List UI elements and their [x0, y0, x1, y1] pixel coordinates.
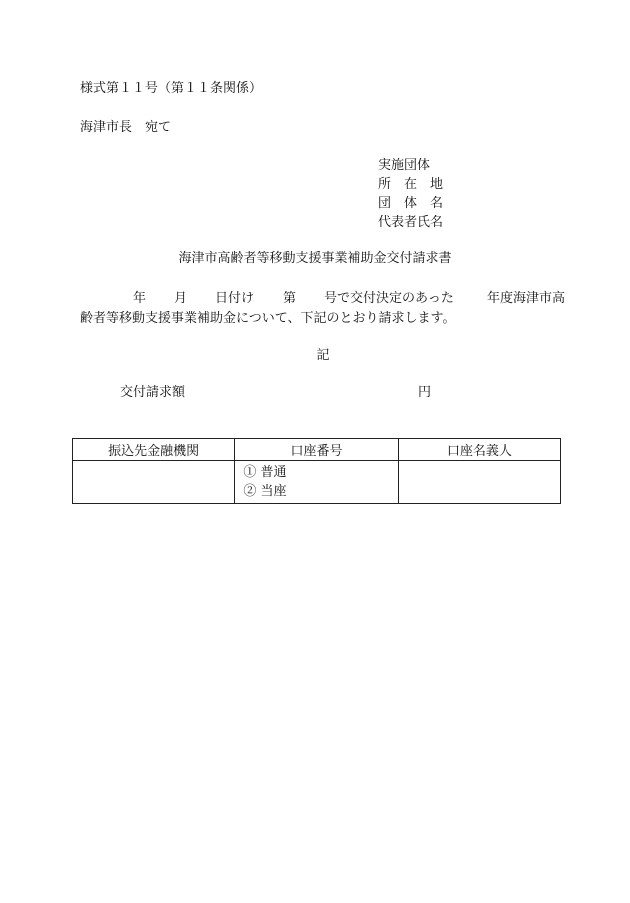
ki-heading: 記 — [316, 348, 330, 363]
account-type-current: ② 当座 — [243, 484, 287, 499]
form-number: 様式第１１号（第１１条関係） — [80, 81, 263, 96]
applicant-address-label: 所 在 地 — [378, 177, 444, 192]
amount-label: 交付請求額 — [120, 385, 186, 400]
body-year: 年 — [133, 291, 147, 306]
addressee: 海津市長 宛て — [80, 120, 172, 135]
header-account-number: 口座番号 — [235, 439, 398, 461]
header-bank: 振込先金融機関 — [73, 439, 235, 461]
bank-account-table — [72, 438, 561, 504]
applicant-representative-label: 代表者氏名 — [378, 215, 444, 230]
bank-cell — [73, 461, 235, 504]
applicant-block — [378, 156, 443, 232]
account-holder-cell — [398, 461, 560, 504]
account-type-ordinary: ① 普通 — [243, 465, 287, 480]
header-account-holder: 口座名義人 — [398, 439, 560, 461]
body-day: 日付け — [215, 291, 255, 306]
body-number-suffix: 号で交付決定のあった — [324, 291, 454, 306]
body-fiscal-year: 年度海津市高 — [487, 291, 566, 306]
table-header-row — [73, 439, 561, 461]
applicant-org-label: 実施団体 — [378, 158, 431, 173]
body-month: 月 — [174, 291, 188, 306]
body-line-2: 齢者等移動支援事業補助金について、下記のとおり請求します。 — [80, 311, 456, 326]
amount-unit: 円 — [418, 385, 432, 400]
applicant-name-label: 団 体 名 — [378, 196, 444, 211]
document-title: 海津市高齢者等移動支援事業補助金交付請求書 — [178, 251, 452, 266]
table-row — [73, 461, 561, 504]
body-number-prefix: 第 — [283, 291, 297, 306]
account-number-cell — [235, 461, 398, 504]
